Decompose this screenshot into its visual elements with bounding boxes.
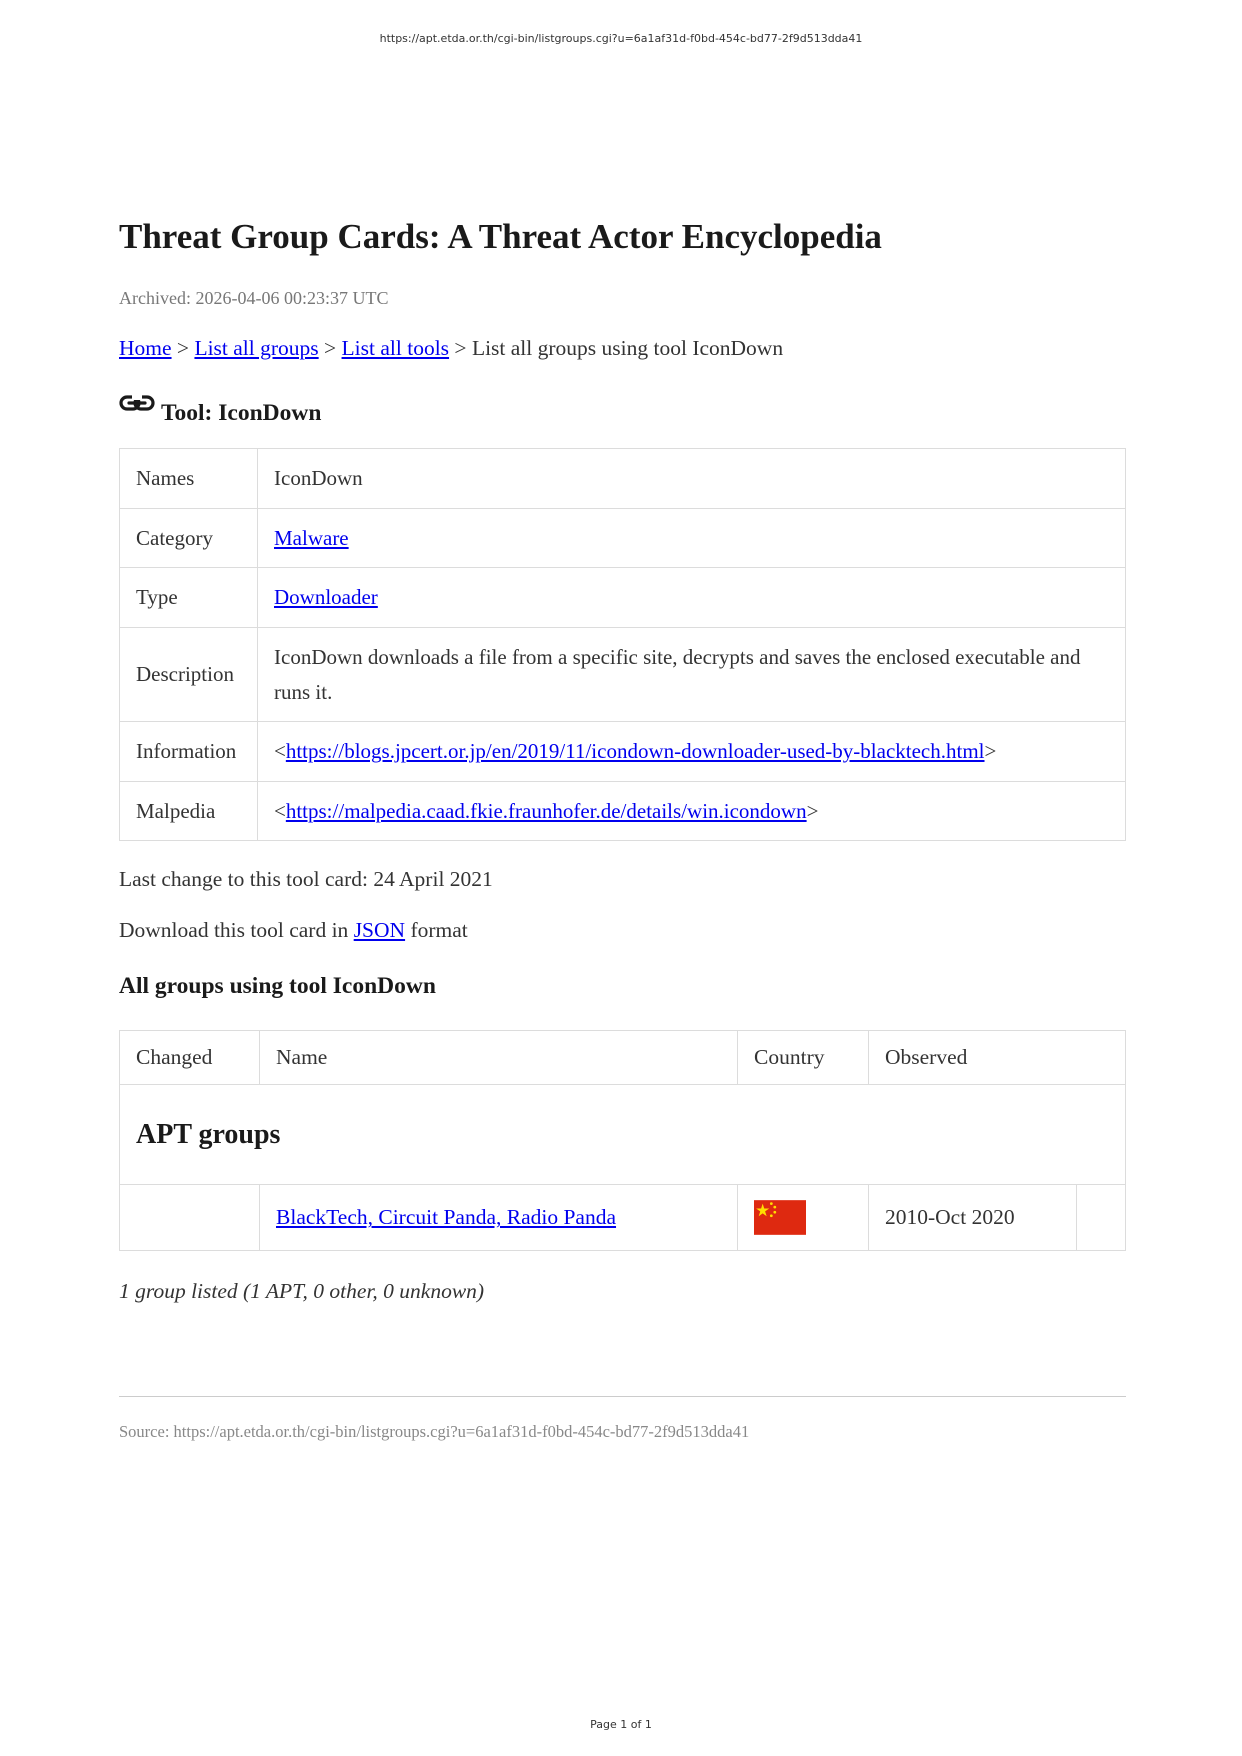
table-row [120, 449, 1126, 509]
breadcrumb-list-groups-link[interactable]: List all groups [194, 336, 319, 360]
angle-close: > [984, 739, 997, 764]
cell-empty [1077, 1185, 1126, 1251]
malpedia-link[interactable]: https://malpedia.caad.fkie.fraunhofer.de/details/win.icondown [285, 798, 807, 823]
breadcrumb-current: List all groups using tool IconDown [471, 336, 784, 360]
row-key-type: Type [120, 568, 258, 628]
last-change-text: Last change to this tool card: 24 April 2021 [119, 867, 493, 892]
source-text: Source: https://apt.etda.or.th/cgi-bin/listgroups.cgi?u=6a1af31d-f0bd-454c-bd77-2f9d513dda41 [119, 1422, 750, 1441]
angle-open: < [274, 798, 286, 823]
china-flag-icon [754, 1200, 806, 1235]
row-value-description: IconDown downloads a file from a specific site, decrypts and saves the enclosed executable and runs it. [258, 627, 1126, 721]
download-line [119, 918, 1126, 943]
groups-heading: All groups using tool IconDown [119, 973, 436, 1000]
row-key-description: Description [120, 627, 258, 721]
row-value-malpedia [258, 781, 1126, 841]
information-link[interactable]: https://blogs.jpcert.or.jp/en/2019/11/icondown-downloader-used-by-blacktech.html [285, 739, 985, 764]
angle-close: > [806, 798, 819, 823]
row-value-type [258, 568, 1126, 628]
breadcrumb-list-tools-link[interactable]: List all tools [341, 336, 450, 360]
tool-heading-text: Tool: IconDown [161, 400, 322, 426]
page-title: Threat Group Cards: A Threat Actor Encyclopedia [119, 217, 882, 256]
json-download-link[interactable]: JSON [353, 918, 406, 943]
row-key-information: Information [120, 722, 258, 782]
download-suffix: format [410, 918, 468, 943]
row-key-malpedia: Malpedia [120, 781, 258, 841]
table-header-row [120, 1031, 1126, 1085]
angle-open: < [274, 739, 286, 764]
main-content [119, 210, 1126, 1304]
column-header-country: Country [738, 1031, 869, 1085]
groups-summary: 1 group listed (1 APT, 0 other, 0 unknown) [119, 1279, 485, 1304]
download-prefix: Download this tool card in [119, 918, 349, 943]
row-key-category: Category [120, 508, 258, 568]
cell-name [260, 1185, 738, 1251]
group-link-blacktech[interactable]: BlackTech, Circuit Panda, Radio Panda [276, 1205, 617, 1230]
table-row [120, 781, 1126, 841]
cell-country [738, 1185, 869, 1251]
row-key-names: Names [120, 449, 258, 509]
section-apt-groups: APT groups [120, 1085, 1126, 1185]
page-number: Page 1 of 1 [590, 1718, 652, 1731]
breadcrumb-home-link[interactable]: Home [119, 336, 172, 360]
column-header-name: Name [260, 1031, 738, 1085]
type-downloader-link[interactable]: Downloader [274, 585, 378, 610]
table-row [120, 627, 1126, 721]
tool-info-table [119, 448, 1126, 841]
table-row [120, 568, 1126, 628]
groups-table [119, 1030, 1126, 1251]
page-url-header: https://apt.etda.or.th/cgi-bin/listgroups.cgi?u=6a1af31d-f0bd-454c-bd77-2f9d513dda41 [379, 32, 863, 45]
row-value-information [258, 722, 1126, 782]
archived-timestamp: Archived: 2026-04-06 00:23:37 UTC [119, 288, 389, 308]
row-value-names: IconDown [258, 449, 1126, 509]
cell-observed: 2010-Oct 2020 [869, 1185, 1077, 1251]
category-malware-link[interactable]: Malware [274, 525, 349, 550]
column-header-changed: Changed [120, 1031, 260, 1085]
table-row [120, 508, 1126, 568]
section-row [120, 1085, 1126, 1185]
table-row [120, 722, 1126, 782]
column-header-observed: Observed [869, 1031, 1126, 1085]
footer-divider [119, 1396, 1126, 1397]
breadcrumb-separator: > [324, 336, 337, 360]
link-icon [119, 393, 155, 419]
breadcrumb [119, 336, 1126, 361]
tool-heading [119, 393, 1126, 427]
breadcrumb-separator: > [176, 336, 190, 360]
breadcrumb-separator: > [454, 336, 467, 360]
row-value-category [258, 508, 1126, 568]
cell-changed [120, 1185, 260, 1251]
table-row [120, 1185, 1126, 1251]
